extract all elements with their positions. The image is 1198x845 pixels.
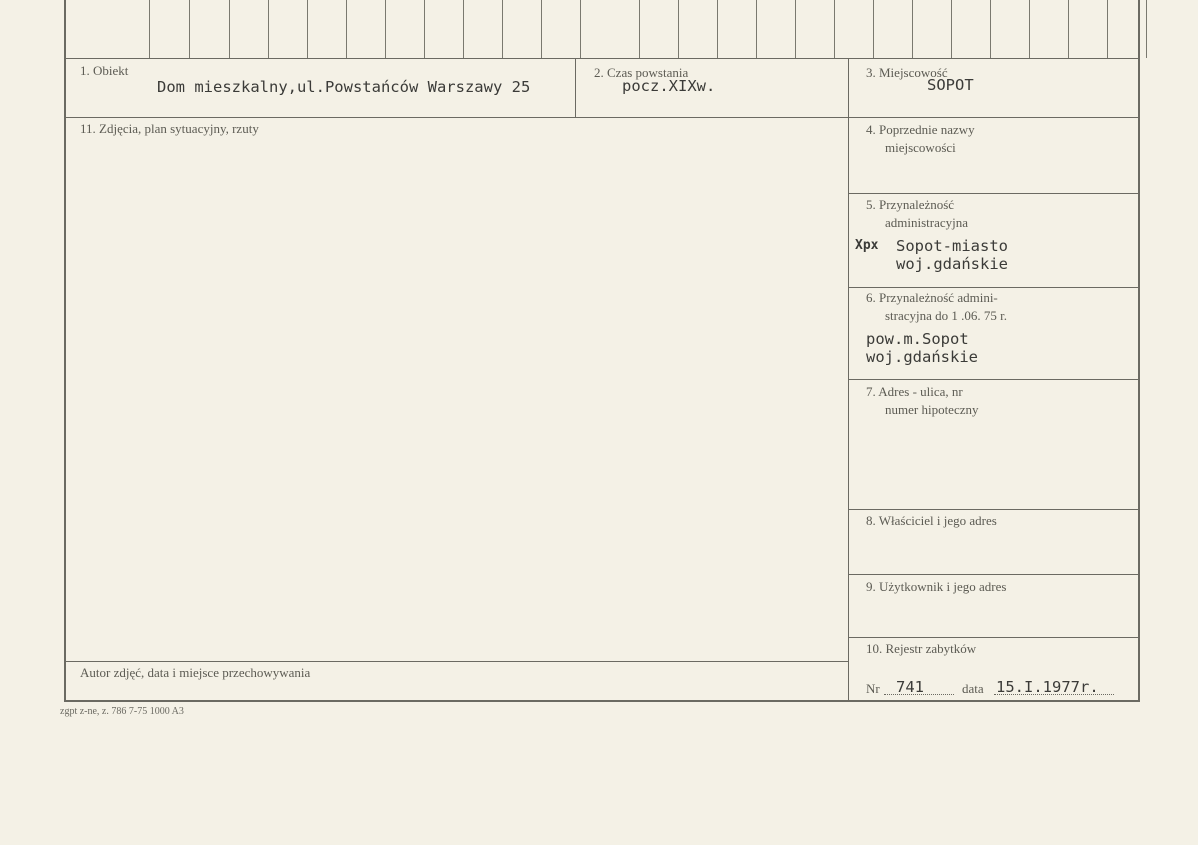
admin-affiliation-old-label-1: 6. Przynależność admini-: [866, 290, 998, 305]
rule-5: [849, 287, 1138, 288]
divider-main: [848, 58, 849, 702]
creation-time-label: 2. Czas powstania: [594, 65, 689, 80]
register-date-value: 15.I.1977r.: [996, 678, 1099, 696]
admin-value-1: Sopot-miasto: [896, 237, 1008, 255]
rule-9: [849, 637, 1138, 638]
locality-label: 3. Miejscowość: [866, 65, 948, 80]
register-nr-value: 741: [896, 678, 924, 696]
admin-affiliation-label-1: 5. Przynależność: [866, 197, 955, 212]
admin-value-2: woj.gdańskie: [896, 255, 1008, 273]
rule-header: [64, 117, 1138, 118]
photo-author-label: Autor zdjęć, data i miejsce przechowywania: [80, 665, 311, 680]
rule-top: [64, 58, 1138, 59]
photos-plans-label: 11. Zdjęcia, plan sytuacyjny, rzuty: [80, 121, 259, 136]
owner-label: 8. Właściciel i jego adres: [866, 513, 997, 528]
print-note: zgpt z-ne, z. 786 7-75 1000 A3: [60, 706, 184, 717]
user-label: 9. Użytkownik i jego adres: [866, 579, 1007, 594]
admin-prefix-struck: Xpx: [855, 238, 879, 253]
divider-1-2: [575, 58, 576, 117]
register-date-label: data: [962, 681, 984, 696]
grid-cell-divider: [1146, 0, 1147, 58]
admin-affiliation-old-label-2: stracyjna do 1 .06. 75 r.: [885, 308, 1008, 323]
rule-photo-bottom: [64, 661, 849, 662]
monument-register-label: 10. Rejestr zabytków: [866, 641, 977, 656]
locality-value: SOPOT: [927, 76, 974, 94]
admin-affiliation-label-2: administracyjna: [885, 215, 969, 230]
rule-6: [849, 379, 1138, 380]
previous-names-label-1: 4. Poprzednie nazwy: [866, 122, 975, 137]
object-value: Dom mieszkalny,ul.Powstańców Warszawy 25: [157, 78, 531, 96]
previous-names-label-2: miejscowości: [885, 140, 956, 155]
card-frame: [64, 0, 1140, 702]
admin-old-value-2: woj.gdańskie: [866, 348, 978, 366]
rule-4: [849, 193, 1138, 194]
admin-old-value-1: pow.m.Sopot: [866, 330, 969, 348]
creation-time-value: pocz.XIXw.: [622, 77, 716, 95]
address-label-2: numer hipoteczny: [885, 402, 979, 417]
register-nr-label: Nr: [866, 681, 880, 696]
rule-7: [849, 509, 1138, 510]
object-label: 1. Obiekt: [80, 63, 129, 78]
address-label-1: 7. Adres - ulica, nr: [866, 384, 963, 399]
rule-8: [849, 574, 1138, 575]
